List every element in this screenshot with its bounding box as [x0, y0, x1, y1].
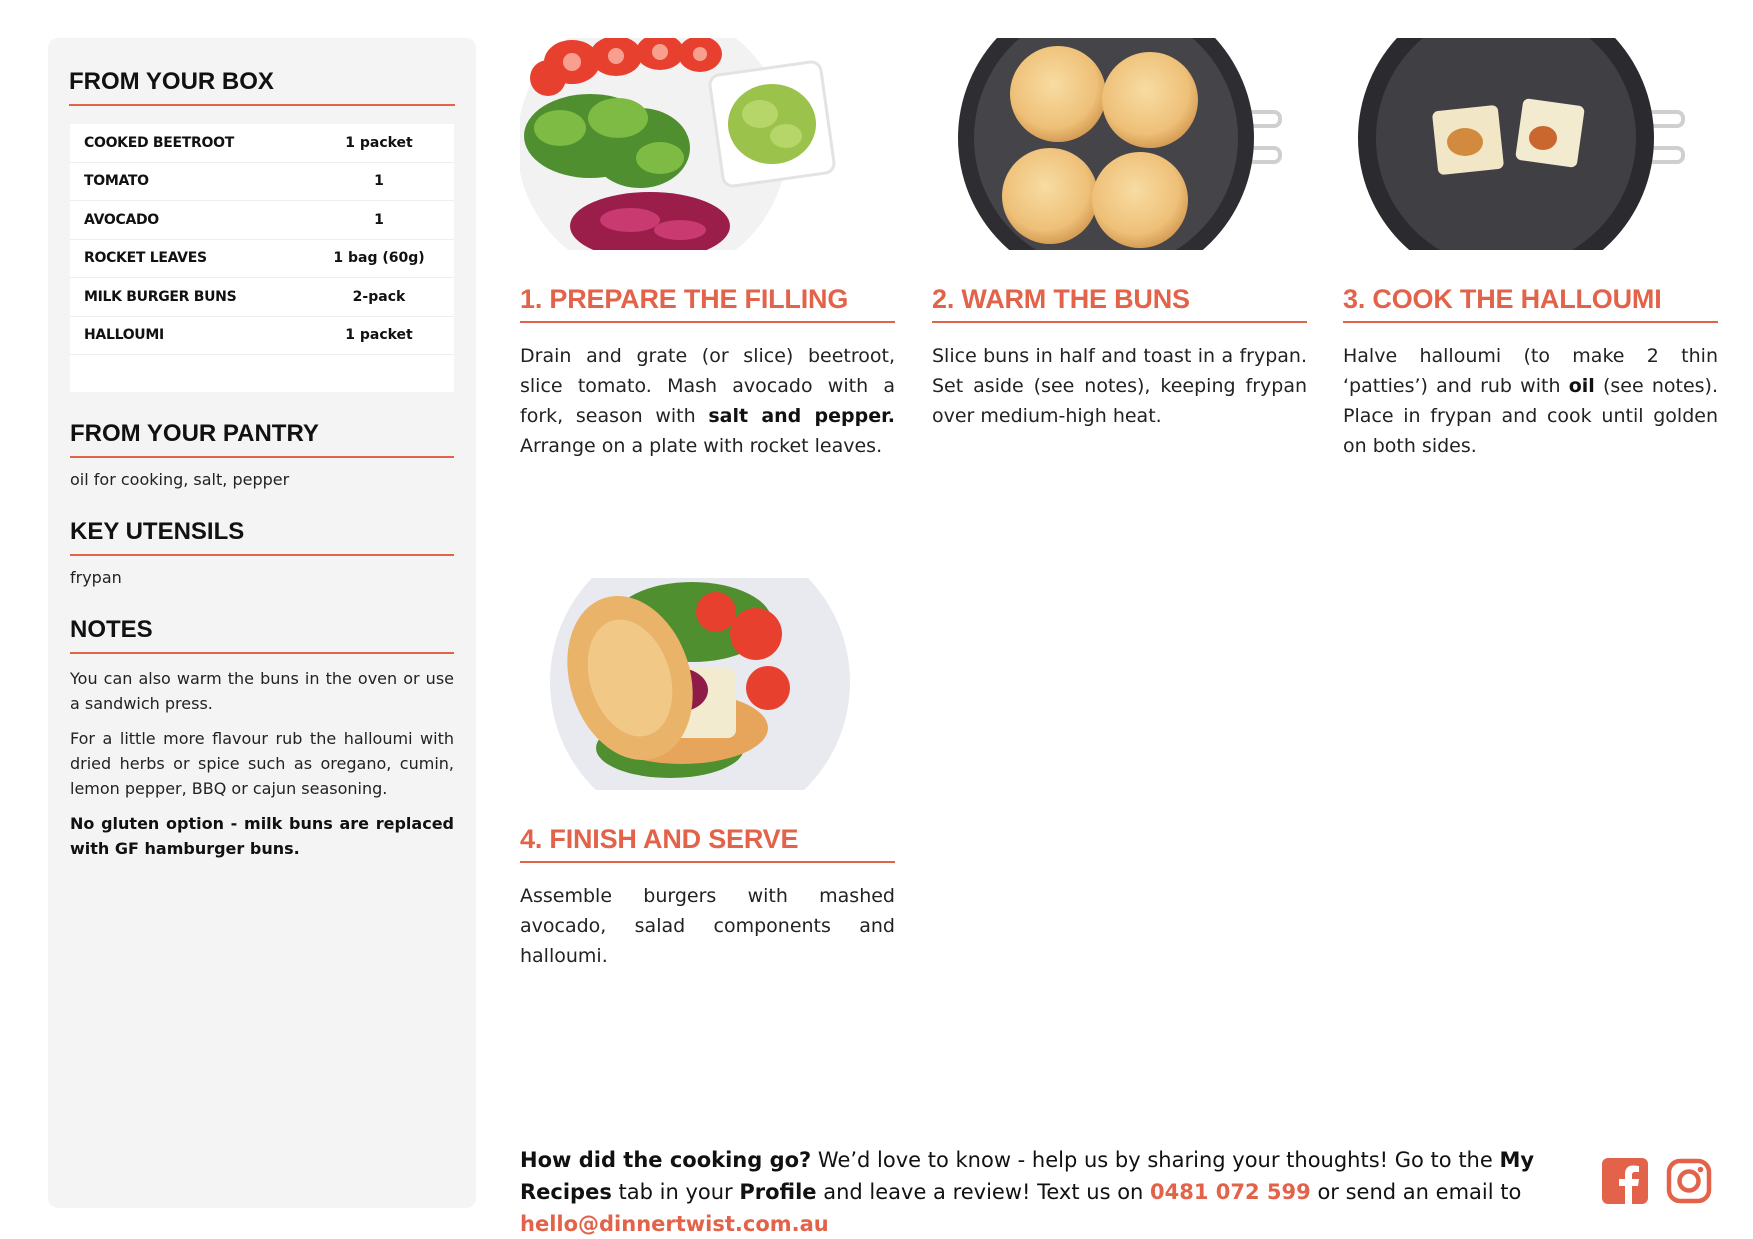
email-link[interactable]: hello@dinnertwist.com.au [520, 1212, 829, 1236]
pantry-heading: FROM YOUR PANTRY [70, 420, 454, 458]
table-row [70, 240, 454, 279]
step-3-photo [1343, 38, 1718, 250]
step-1-title: 1. PREPARE THE FILLING [520, 284, 895, 323]
notes-heading: NOTES [70, 616, 454, 654]
step-2-body: Slice buns in half and toast in a frypan. Set aside (see notes), keeping frypan over medium-high heat. [932, 345, 1307, 427]
note-text: You can also warm the buns in the oven or use a sandwich press. [70, 669, 454, 713]
feedback-footer: How did the cooking go? We’d love to know - help us by sharing your thoughts! Go to the My Recipes tab in your Profile and leave a review! Text us on 0481 072 599 or send an email to hello@dinnertwist.com.au [520, 1148, 1535, 1236]
utensils-text: frypan [70, 568, 122, 587]
table-row [70, 278, 454, 317]
utensils-heading: KEY UTENSILS [70, 518, 454, 556]
ingredients-sidebar [48, 38, 476, 1208]
ingredient-name: HALLOUMI [84, 327, 164, 344]
facebook-icon[interactable] [1602, 1158, 1648, 1204]
from-your-box-heading: FROM YOUR BOX [69, 68, 455, 106]
note-gluten-free: No gluten option - milk buns are replaced with GF hamburger buns. [70, 814, 454, 858]
pantry-text: oil for cooking, salt, pepper [70, 470, 290, 489]
table-row [70, 201, 454, 240]
ingredient-qty: 1 [374, 173, 384, 190]
step-4-photo [520, 578, 895, 790]
step-4 [520, 578, 895, 971]
step-3-body: Halve halloumi (to make 2 thin ‘patties’) and rub with oil (see notes). Place in frypan and cook until golden on both sides. [1343, 345, 1718, 457]
buns-in-pan-image [932, 38, 1307, 250]
instagram-icon[interactable] [1666, 1158, 1712, 1204]
note-text: For a little more flavour rub the halloumi with dried herbs or spice such as oregano, cumin, lemon pepper, BBQ or cajun seasoning. [70, 729, 454, 798]
table-row [70, 317, 454, 356]
step-4-body: Assemble burgers with mashed avocado, salad components and halloumi. [520, 885, 895, 967]
table-row [70, 124, 454, 163]
ingredient-qty: 1 [374, 211, 384, 228]
feedback-question: How did the cooking go? [520, 1148, 812, 1172]
step-1-photo [520, 38, 895, 250]
table-row [70, 163, 454, 202]
ingredient-name: MILK BURGER BUNS [84, 288, 237, 305]
ingredient-name: TOMATO [84, 173, 149, 190]
utensils-section [70, 518, 454, 587]
ingredient-name: COOKED BEETROOT [84, 134, 234, 151]
halloumi-in-pan-image [1343, 38, 1718, 250]
ingredient-name: AVOCADO [84, 211, 159, 228]
ingredients-table [70, 124, 454, 392]
step-3 [1343, 38, 1718, 461]
step-2-title: 2. WARM THE BUNS [932, 284, 1307, 323]
ingredient-qty: 1 packet [345, 327, 413, 344]
ingredient-qty: 2-pack [352, 288, 406, 305]
ingredient-qty: 1 bag (60g) [333, 250, 425, 267]
step-2 [932, 38, 1307, 431]
notes-section [70, 616, 454, 871]
salad-plate-image [520, 38, 895, 250]
step-1-body: Drain and grate (or slice) beetroot, slice tomato. Mash avocado with a fork, season with salt and pepper. Arrange on a plate with rocket leaves. [520, 345, 895, 457]
phone-number[interactable]: 0481 072 599 [1150, 1180, 1311, 1204]
burger-plate-image [520, 578, 895, 790]
pantry-section [70, 420, 454, 489]
ingredient-name: ROCKET LEAVES [84, 250, 207, 267]
step-1 [520, 38, 895, 461]
step-2-photo [932, 38, 1307, 250]
step-3-title: 3. COOK THE HALLOUMI [1343, 284, 1718, 323]
step-4-title: 4. FINISH AND SERVE [520, 824, 895, 863]
ingredient-qty: 1 packet [345, 134, 413, 151]
